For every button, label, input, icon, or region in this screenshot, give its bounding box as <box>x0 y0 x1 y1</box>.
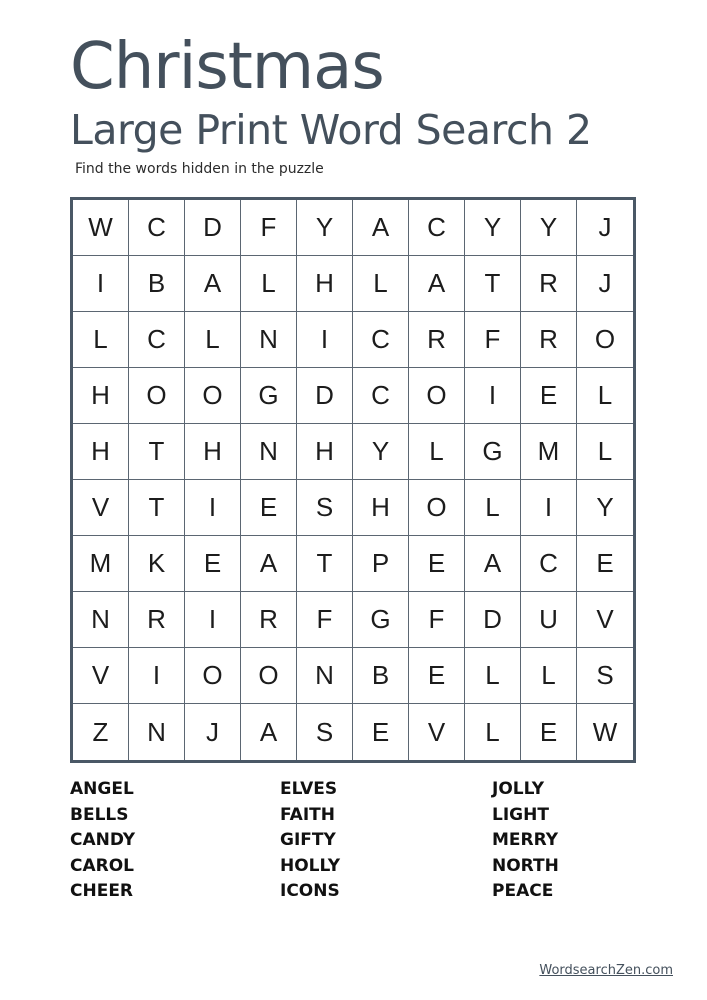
grid-cell[interactable]: I <box>73 256 129 312</box>
grid-cell[interactable]: N <box>241 312 297 368</box>
word-list-item: JOLLY <box>492 779 545 799</box>
instructions-text: Find the words hidden in the puzzle <box>75 161 324 177</box>
grid-cell[interactable]: M <box>73 536 129 592</box>
grid-cell[interactable]: F <box>409 592 465 648</box>
grid-cell[interactable]: A <box>353 200 409 256</box>
grid-cell[interactable]: H <box>73 424 129 480</box>
grid-cell[interactable]: A <box>241 536 297 592</box>
grid-cell[interactable]: L <box>409 424 465 480</box>
word-list-item: MERRY <box>492 830 559 851</box>
grid-cell[interactable]: B <box>353 648 409 704</box>
grid-cell[interactable]: H <box>297 256 353 312</box>
grid-cell[interactable]: Y <box>297 200 353 256</box>
grid-cell[interactable]: V <box>73 648 129 704</box>
grid-cell[interactable]: N <box>241 424 297 480</box>
grid-cell[interactable]: Y <box>577 480 633 536</box>
grid-cell[interactable]: S <box>297 704 353 760</box>
grid-cell[interactable]: L <box>577 424 633 480</box>
word-list-item: HOLLY <box>280 855 341 876</box>
grid-cell[interactable]: O <box>409 368 465 424</box>
word-list-item: GIFTY <box>280 830 336 851</box>
grid-cell[interactable]: E <box>577 536 633 592</box>
page-title: Christmas <box>70 30 384 104</box>
grid-cell[interactable]: E <box>409 536 465 592</box>
grid-cell[interactable]: H <box>73 368 129 424</box>
grid-cell[interactable]: Y <box>521 200 577 256</box>
grid-cell[interactable]: E <box>185 536 241 592</box>
grid-cell[interactable]: I <box>521 480 577 536</box>
grid-cell[interactable]: C <box>353 368 409 424</box>
word-list-item: NORTH <box>492 855 559 876</box>
grid-cell[interactable]: D <box>297 368 353 424</box>
grid-cell[interactable]: W <box>73 200 129 256</box>
grid-cell[interactable]: F <box>297 592 353 648</box>
grid-cell[interactable]: V <box>577 592 633 648</box>
grid-cell[interactable]: H <box>353 480 409 536</box>
grid-cell[interactable]: E <box>353 704 409 760</box>
grid-cell[interactable]: L <box>185 312 241 368</box>
grid-cell[interactable]: V <box>409 704 465 760</box>
grid-cell[interactable]: L <box>465 480 521 536</box>
word-list-item: PEACE <box>492 881 554 902</box>
grid-cell[interactable]: A <box>465 536 521 592</box>
grid-cell[interactable]: B <box>129 256 185 312</box>
grid-cell[interactable]: C <box>129 200 185 256</box>
grid-cell[interactable]: L <box>73 312 129 368</box>
grid-cell[interactable]: I <box>465 368 521 424</box>
grid-cell[interactable]: R <box>521 256 577 312</box>
grid-cell[interactable]: N <box>129 704 185 760</box>
grid-cell[interactable]: T <box>129 480 185 536</box>
word-search-grid <box>70 197 636 763</box>
word-list-item: ELVES <box>280 779 338 799</box>
grid-cell[interactable]: G <box>241 368 297 424</box>
word-list-item: FAITH <box>280 804 335 825</box>
grid-cell[interactable]: L <box>577 368 633 424</box>
grid-cell[interactable]: E <box>409 648 465 704</box>
grid-cell[interactable]: A <box>241 704 297 760</box>
grid-cell[interactable]: T <box>297 536 353 592</box>
grid-cell[interactable]: O <box>241 648 297 704</box>
grid-cell[interactable]: C <box>409 200 465 256</box>
grid-cell[interactable]: F <box>241 200 297 256</box>
word-list-item: ANGEL <box>70 779 134 799</box>
grid-cell[interactable]: A <box>185 256 241 312</box>
grid-cell[interactable]: H <box>297 424 353 480</box>
word-list-column-1 <box>70 777 135 905</box>
grid-cell[interactable]: D <box>185 200 241 256</box>
grid-cell[interactable]: U <box>521 592 577 648</box>
grid-cell[interactable]: H <box>185 424 241 480</box>
grid-cell[interactable]: I <box>129 648 185 704</box>
grid-cell[interactable]: I <box>297 312 353 368</box>
grid-cell[interactable]: L <box>465 704 521 760</box>
grid-cell[interactable]: J <box>577 200 633 256</box>
grid-cell[interactable]: I <box>185 480 241 536</box>
grid-cell[interactable]: O <box>185 648 241 704</box>
website-link[interactable]: WordsearchZen.com <box>539 963 673 978</box>
grid-cell[interactable]: T <box>129 424 185 480</box>
grid-cell[interactable]: J <box>185 704 241 760</box>
grid-cell[interactable]: C <box>521 536 577 592</box>
grid-cell[interactable]: T <box>465 256 521 312</box>
grid-cell[interactable]: O <box>129 368 185 424</box>
grid-cell[interactable]: L <box>521 648 577 704</box>
grid-cell[interactable]: C <box>129 312 185 368</box>
grid-cell[interactable]: J <box>577 256 633 312</box>
grid-cell[interactable]: I <box>185 592 241 648</box>
page-subtitle: Large Print Word Search 2 <box>70 106 592 154</box>
grid-cell[interactable]: V <box>73 480 129 536</box>
grid-cell[interactable]: R <box>129 592 185 648</box>
grid-cell[interactable]: G <box>465 424 521 480</box>
word-list-column-2 <box>280 777 340 905</box>
grid-cell[interactable]: S <box>297 480 353 536</box>
grid-cell[interactable]: S <box>577 648 633 704</box>
grid-cell[interactable]: O <box>409 480 465 536</box>
word-list-item: ICONS <box>280 881 340 902</box>
word-list-item: CHEER <box>70 881 134 902</box>
word-list-item: CAROL <box>70 855 135 876</box>
grid-cell[interactable]: E <box>521 704 577 760</box>
grid-cell[interactable]: R <box>409 312 465 368</box>
grid-cell[interactable]: W <box>592 716 618 747</box>
grid-cell[interactable]: A <box>409 256 465 312</box>
grid-cell[interactable]: D <box>465 592 521 648</box>
grid-cell[interactable]: Y <box>465 200 521 256</box>
grid-cell[interactable]: N <box>73 592 129 648</box>
grid-cell[interactable]: N <box>297 648 353 704</box>
grid-cell[interactable]: K <box>129 536 185 592</box>
grid-cell[interactable]: R <box>521 312 577 368</box>
word-list-item: BELLS <box>70 804 129 825</box>
grid-cell[interactable]: E <box>241 480 297 536</box>
grid-cell[interactable]: P <box>353 536 409 592</box>
grid-cell[interactable]: F <box>465 312 521 368</box>
grid-cell[interactable]: L <box>353 256 409 312</box>
grid-cell[interactable]: C <box>353 312 409 368</box>
grid-cell[interactable]: M <box>521 424 577 480</box>
grid-cell[interactable]: L <box>465 648 521 704</box>
grid-cell[interactable]: O <box>185 368 241 424</box>
word-list-column-3 <box>492 777 559 905</box>
grid-cell[interactable]: O <box>577 312 633 368</box>
grid-cell[interactable]: E <box>521 368 577 424</box>
word-list-item: LIGHT <box>492 804 549 825</box>
grid-cell[interactable]: Z <box>73 704 129 760</box>
grid-cell[interactable]: G <box>353 592 409 648</box>
grid-cell[interactable]: Y <box>353 424 409 480</box>
grid-cell[interactable]: R <box>241 592 297 648</box>
grid-cell[interactable]: L <box>241 256 297 312</box>
word-list-item: CANDY <box>70 830 136 851</box>
